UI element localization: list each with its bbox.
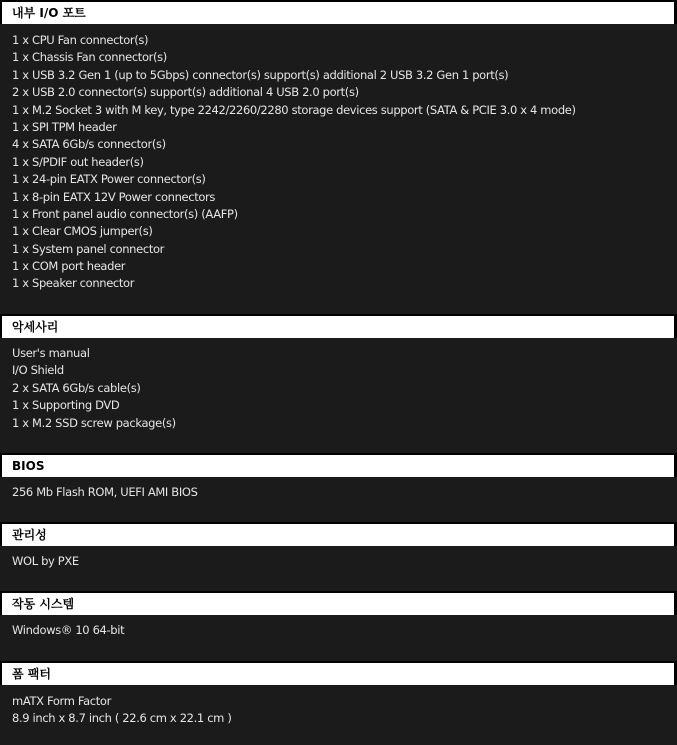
list-item: 1 x Clear CMOS jumper(s) <box>12 224 153 239</box>
list-item: 256 Mb Flash ROM, UEFI AMI BIOS <box>12 485 198 499</box>
item-list <box>12 693 231 728</box>
section-header-operating-system: 작동 시스템 <box>2 593 674 615</box>
item-list <box>12 622 124 639</box>
item-list <box>12 345 176 432</box>
list-item: 2 x USB 2.0 connector(s) support(s) additional 4 USB 2.0 port(s) <box>12 85 359 100</box>
section-header-internal-io: 내부 I/O 포트 <box>2 2 674 24</box>
list-item: 1 x M.2 Socket 3 with M key, type 2242/2260/2280 storage devices support (SATA & PCIE 3.0 x 4 mode) <box>12 102 576 117</box>
section-body-accessories <box>0 338 677 453</box>
section-header-accessories: 악세사리 <box>2 316 674 338</box>
list-item: 2 x SATA 6Gb/s cable(s) <box>12 380 141 395</box>
section-header-bios: BIOS <box>2 455 674 477</box>
list-item: 1 x M.2 SSD screw package(s) <box>12 415 176 430</box>
section-header-manageability: 관리성 <box>2 524 674 546</box>
list-item: 1 x CPU Fan connector(s) <box>12 33 149 47</box>
list-item: 1 x Front panel audio connector(s) (AAFP) <box>12 206 238 221</box>
list-item: Windows® 10 64-bit <box>12 623 125 637</box>
list-item: 1 x COM port header <box>12 259 126 274</box>
section-body-bios <box>0 477 677 522</box>
list-item: 1 x USB 3.2 Gen 1 (up to 5Gbps) connector(s) support(s) additional 2 USB 3.2 Gen 1 port(s) <box>12 67 509 82</box>
list-item: WOL by PXE <box>12 554 79 568</box>
list-item: 8.9 inch x 8.7 inch ( 22.6 cm x 22.1 cm ) <box>12 711 232 726</box>
list-item: 1 x S/PDIF out header(s) <box>12 154 144 169</box>
section-header-form-factor: 폼 팩터 <box>2 663 674 685</box>
list-item: 1 x SPI TPM header <box>12 119 117 134</box>
list-item: 4 x SATA 6Gb/s connector(s) <box>12 137 166 152</box>
list-item: 1 x Supporting DVD <box>12 398 120 413</box>
item-list <box>12 484 198 501</box>
list-item: User's manual <box>12 346 90 360</box>
section-body-manageability <box>0 546 677 591</box>
section-body-internal-io <box>0 24 677 314</box>
item-list <box>12 32 576 293</box>
list-item: 1 x System panel connector <box>12 241 165 256</box>
section-body-form-factor <box>0 685 677 745</box>
list-item: 1 x 24-pin EATX Power connector(s) <box>12 172 206 187</box>
list-item: mATX Form Factor <box>12 694 111 708</box>
list-item: 1 x Chassis Fan connector(s) <box>12 50 167 65</box>
section-body-operating-system <box>0 615 677 661</box>
list-item: I/O Shield <box>12 363 64 378</box>
item-list <box>12 553 79 570</box>
list-item: 1 x 8-pin EATX 12V Power connectors <box>12 189 216 204</box>
list-item: 1 x Speaker connector <box>12 276 135 291</box>
